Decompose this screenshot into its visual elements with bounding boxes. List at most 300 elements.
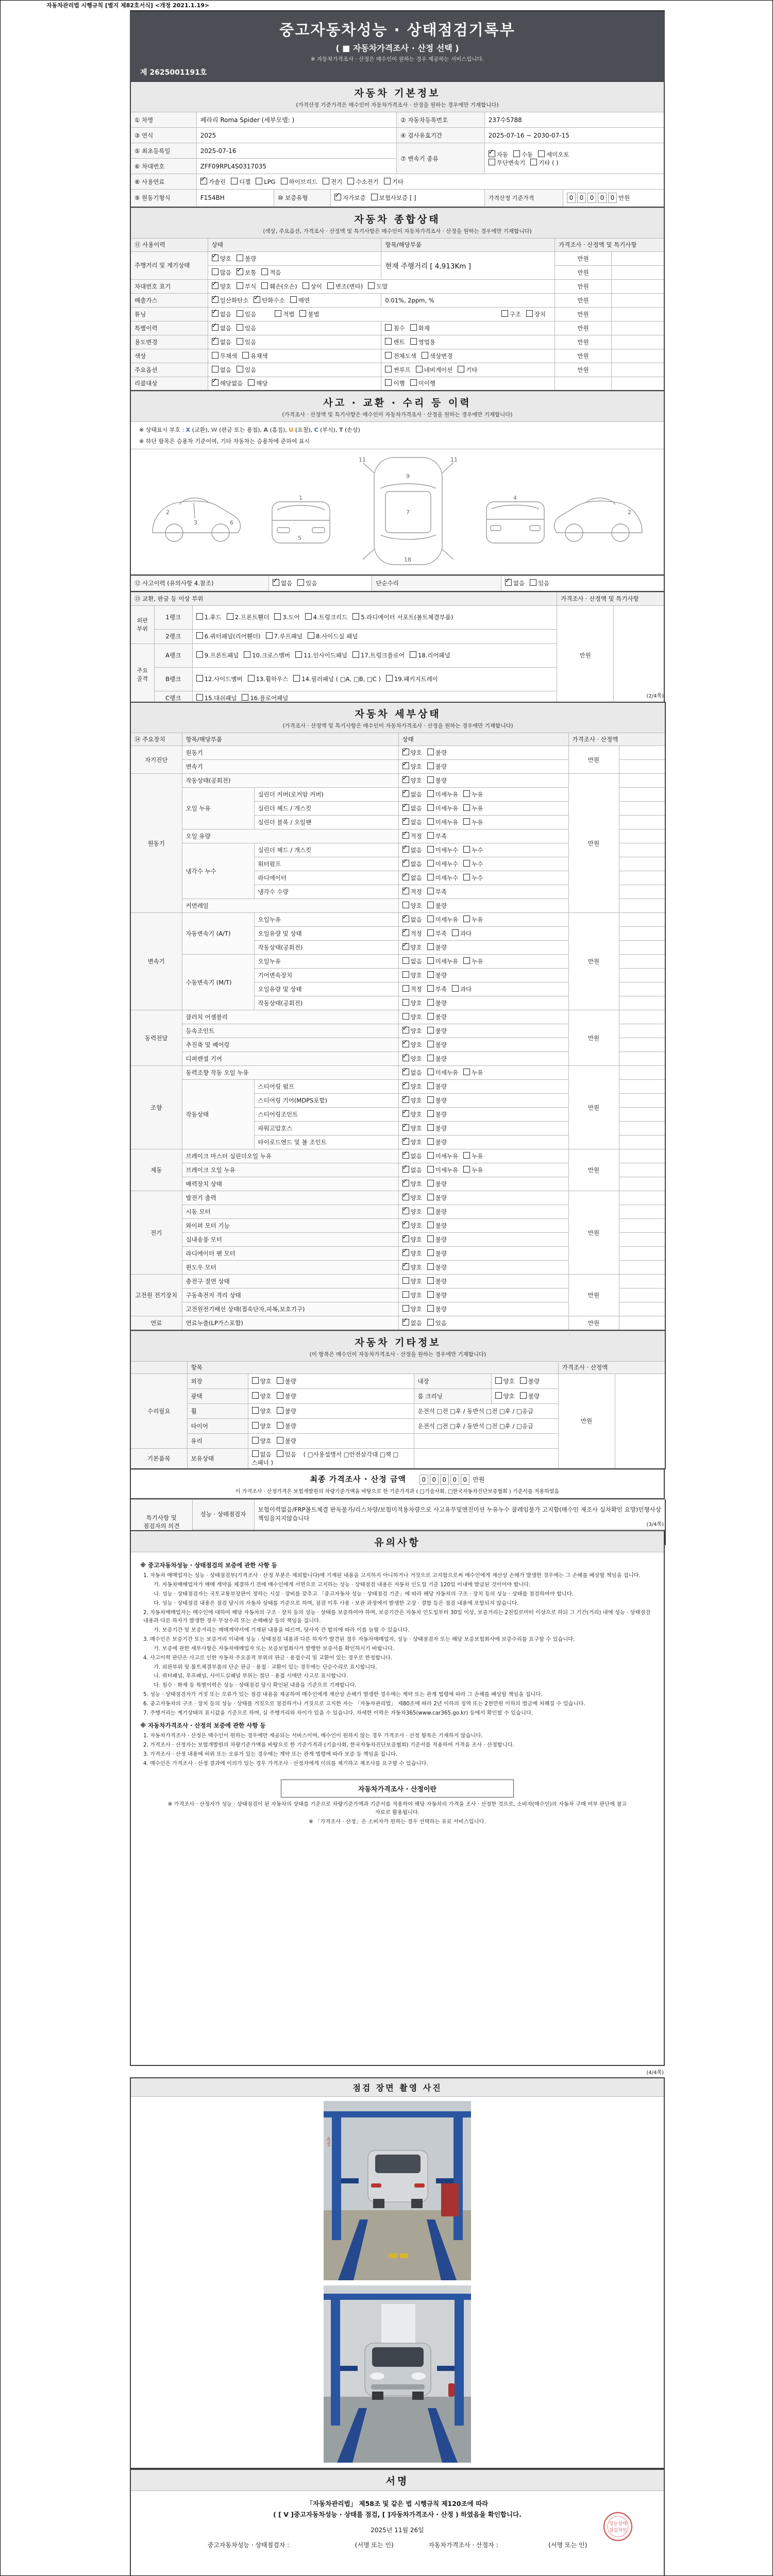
state-options [398,829,568,843]
checkbox [402,1277,409,1284]
price-appraisal-definition-box: 자동차가격조사 · 산정이란 [281,1780,514,1798]
option: 6.쿼터패널(리어휀더) [196,632,261,640]
checkbox [248,379,255,386]
inspection-period-value: 2025-07-16 ~ 2030-07-15 [484,128,664,143]
price-extra-cell [619,788,665,802]
option: 양호 [402,999,422,1007]
device-group-label: 자기진단 [130,746,182,774]
checkbox [402,1305,409,1312]
price-extra-cell [612,363,664,377]
state-options [398,802,568,816]
column-header: 가격조사 · 산정액 및 특기사항 [555,238,664,251]
accident-title: 사고 · 교환 · 수리 등 이력 [323,397,472,409]
item-label: 구동축전지 격리 상태 [182,1289,398,1302]
checkbox [212,310,219,317]
checkbox [463,874,470,880]
panel-price-extra [614,605,664,705]
option: ✓ 적정 [402,888,422,896]
checkbox [402,1138,409,1145]
detail-note: (가격조사 · 산정액 및 특기사항은 매수인이 자동차가격조사 · 산정을 원하는 경우에만 기재합니다) [282,723,513,729]
option: 불량 [427,1305,447,1313]
price-extra-cell [619,1177,665,1191]
price-extra-cell [619,1108,665,1122]
option: 적정 [402,985,422,993]
option: 13.휠하우스 [248,675,289,683]
checkbox [252,1407,259,1414]
option: 11.인사이드패널 [295,651,347,659]
option: 1.후드 [196,613,222,621]
item-options [381,363,555,377]
option: 불량 [427,1263,447,1272]
state-options [398,996,568,1010]
option: 불법 [299,310,319,318]
price-extra-cell [619,899,665,913]
panel-options [192,605,557,629]
checkbox [501,310,508,317]
etc-price: 만원 [558,1374,615,1469]
panel-rank: 1랭크 [154,605,192,629]
checkbox [463,1152,470,1159]
option: 불량 [277,1422,296,1430]
field-label: ④ 검사유효기간 [397,128,484,143]
state-options [398,1205,568,1219]
checkbox [427,1041,434,1047]
option: 불량 [520,1377,540,1385]
option: 전기 [323,178,342,186]
group-price: 만원 [568,1275,619,1316]
option: ✓ 양호 [402,1222,422,1230]
checkbox [402,1110,409,1117]
notice-line: 4. 매수인은 가격조사 · 산정 결과에 이의가 있는 경우 가격조사 · 산정자에게 이의를 제기하고 재조사를 요구할 수 있습니다. [143,1760,428,1767]
checkbox [402,971,409,978]
option: 불량 [427,776,447,785]
device-group-label: 변속기 [130,913,182,1010]
basic-info-title: 자동차 기본정보 [354,88,441,99]
option: 불량 [237,255,256,263]
state-options [398,1275,568,1289]
notice-line: 7. 주행거리는 계기상태의 표시값을 기준으로 하며, 실 주행거리와 차이가 있을 수 있습니다. 자세한 이력은 자동차365(www.car365.go.kr) 등에서 확인할 수 있습니다. [143,1710,533,1717]
inspector-stamp [602,2511,634,2543]
item-label: 작동상태(공회전) [182,774,398,788]
option: 양호 [402,1305,422,1313]
fuel-options [196,174,664,190]
option: 미세누유 [427,818,458,826]
basic-info-note: (가격산정 기준가격은 매수인이 자동차가격조사 · 산정을 원하는 경우에만 기재합니다) [296,102,499,108]
notice-line: 2. 가격조사 · 산정자는 보험개발원의 차량기준가액을 바탕으로 한 기준가격과 (기술사회, 한국자동차진단보증협회) 기준서를 적용하여 가격을 조사 · 산정합니다. [143,1742,514,1749]
field-label: ⑥ 차대번호 [130,159,196,174]
price-digit: 0 [608,193,617,203]
comprehensive-header [130,208,664,238]
option: ✓ 해당없음 [212,379,243,387]
option: 있음 [237,338,256,346]
price-extra-cell [619,1038,665,1052]
item-label: 고전원전기배선 상태(접속단자,피복,보호기구) [182,1302,398,1316]
subitem-label: 실린더 헤드 / 개스킷 [254,802,398,816]
etc-header [130,1331,665,1361]
simple-repair-options [501,576,664,591]
item-label: 냉각수 누수 [182,843,254,899]
checkbox [402,749,409,755]
state-options [398,1261,568,1275]
price-digit: 0 [577,193,586,203]
column-header: 가격조사 · 산정액 [558,1361,665,1374]
checkbox [274,613,281,620]
checkbox [385,338,392,345]
detail-row [130,1275,665,1289]
option: 구조 [501,310,521,318]
notice-line: 1. 자동차 매매업자는 성능 · 상태점검부(가격조사 · 산정 부분은 제외합니다)에 기재된 내용을 고지하지 아니하거나 거짓으로 고지함으로써 매수인에게 재산상 손해가 발생한 경우에는 그 손해를 배상할 책임을 집니다. [143,1572,641,1579]
option: ✓ 양호 [402,1249,422,1258]
damage-code: X (교환), [186,427,211,433]
item-label: 클러치 어셈블리 [182,1010,398,1024]
checkbox [261,268,268,275]
document-title: 중고자동차성능 · 상태점검기록부 [279,21,515,39]
panel-options [192,643,557,667]
price-extra-cell [619,969,665,982]
checkbox [427,1096,434,1103]
state-options [398,1052,568,1066]
state-options [398,843,568,857]
option: 수소전기 [347,178,378,186]
column-header: 상태 [398,733,568,746]
checkbox [334,194,341,200]
group-price: 만원 [568,1149,619,1191]
option: 불량 [427,1055,447,1063]
option: ✓ 없음 [402,1166,422,1174]
inspection-photo-rear [324,2101,471,2280]
option: 부족 [427,929,447,938]
checkbox [352,613,359,620]
option: 누유 [463,916,483,924]
option: 매연 [290,296,310,304]
stamp-text-1: 성능상태 [609,2521,627,2527]
field-label: ⑦ 변속기 종류 [397,143,484,174]
svg-text:9: 9 [406,473,410,480]
detail-title: 자동차 세부상태 [355,708,441,720]
option: ✓ 양호 [402,1096,422,1105]
field-label: ② 자동차등록번호 [397,112,484,128]
page-marker-4: (4/4쪽) [646,2070,664,2076]
option: 누수 [463,846,483,854]
accident-legends [130,422,664,449]
checkbox [402,1208,409,1214]
detail-row [130,1316,665,1330]
subitem-label: 실린더 커버(로커암 커버) [254,788,398,802]
detail-table [130,702,666,1331]
checkbox [252,1422,259,1429]
checkbox [402,1082,409,1089]
row-label: 배출가스 [130,293,208,307]
item-cell: 현재 주행거리 [ 4,913Km ] [381,251,555,279]
option: 누유 [463,1069,483,1077]
option: ✓ 없음 [402,916,422,924]
transmission-options [484,143,664,174]
checkbox [427,957,434,964]
etc-item-label: 외장 [187,1374,248,1388]
price-digit: 0 [461,1475,469,1485]
column-header: 항목 [187,1361,558,1374]
checkbox [410,379,417,386]
checkbox [427,874,434,880]
option: ✓ 양호 [402,1027,422,1035]
option: 부족 [427,985,447,993]
option: 적법 [275,310,294,318]
price-extra-cell [619,1094,665,1108]
checkbox [402,916,409,922]
notice-line: 2. 자동차매매업자는 매수인에 대하여 해당 자동차의 구조 · 장치 등의 성능 · 상태를 보증하여야 하며, 보증기간은 자동차 인도일부터 30일 이상, 보증거리는 2천킬로미터 이상으로 하되 그 기간(거리) 내에 성능 · 상태점검 내용과 다른 하자가 발생한 경우 무상수리 또는 손해배상 등의 책임을 집니다. [143,1609,651,1624]
option: 불량 [427,1235,447,1244]
price-extra-cell [619,816,665,829]
item-label: 커먼레일 [182,899,398,913]
checkbox [200,178,207,184]
checkbox [295,651,302,658]
checkbox [427,1194,434,1200]
accident-history-table [130,575,665,592]
checkbox [427,999,434,1006]
option: 누유 [463,804,483,812]
checkbox [293,675,300,682]
option: 불량 [520,1392,540,1400]
state-options [398,1316,568,1330]
state-options [398,1094,568,1108]
checkbox [505,579,512,586]
checkbox [277,1422,283,1429]
item-options [381,321,555,335]
checkbox [254,296,260,303]
checkbox [402,832,409,839]
final-price-note: 이 가격조사 · 산정가격은 보험개발원의 차량기준가액을 바탕으로 한 기준가격과 ( □기술사회, □한국자동차진단보증협회 ) 기준서를 적용하였음 [235,1488,560,1495]
svg-text:4: 4 [513,495,517,501]
svg-text:2: 2 [166,509,170,516]
svg-text:측정: 측정 [325,2137,330,2146]
accident-history-options [269,576,372,591]
comprehensive-table [130,208,665,392]
checkbox [212,379,219,386]
checkbox [530,579,536,586]
state-options [398,941,568,955]
option: ✓ 양호 [402,762,422,771]
checkbox [463,846,470,853]
price-extra-cell [619,843,665,857]
checkbox [242,352,249,359]
state-options [398,746,568,760]
checkbox [427,1166,434,1173]
panel-rank: B랭크 [154,667,192,691]
option: 4.트렁크리드 [305,613,348,621]
svg-text:5: 5 [298,535,301,541]
option: ✓양호 [212,255,231,263]
option: 불량 [427,999,447,1007]
state-options [398,885,568,899]
option: 불량 [427,1027,447,1035]
checkbox [237,338,243,345]
column-header: 상태 [208,238,381,251]
field-label: ⑧ 사용연료 [130,174,196,190]
state-options [208,321,381,335]
option: 이행 [385,379,405,387]
checkbox [402,790,409,797]
checkbox [427,1152,434,1159]
state-options [398,1038,568,1052]
state-options [398,788,568,802]
comprehensive-row [130,335,664,349]
inspector-opinion-text: 보험이력없음/FRP볼트체결 판독불가/리스차량/보험미적용차량으로 사고유무및엔진미션 누유누수 클레임불가 고지함(매수인 제조사 실차확인 요망)민형사상 책임을지지않습니다 [254,1499,665,1529]
checkbox [281,178,288,184]
row-label: 특별이력 [130,321,208,335]
checkbox [290,296,297,303]
option: 불량 [427,902,447,910]
item-label: 연료누출(LP가스포함) [182,1316,398,1330]
field-label: ① 차명 [130,112,196,128]
checkbox [237,310,243,317]
svg-text:6: 6 [230,519,233,526]
option: 기타 [458,366,477,374]
price-extra-cell [619,1247,665,1261]
checkbox [402,1096,409,1103]
checkbox [244,651,250,658]
price-extra-cell [619,1024,665,1038]
checkbox [402,1124,409,1131]
option: 있음 [237,366,256,374]
checkbox [256,178,262,184]
notice-line: 5. 성능 · 상태점검자가 거짓 또는 오류가 있는 점검 내용을 제공하여 매수인에게 재산상 손해가 발생한 경우에는 계약 또는 관계 법령에 따라 그 손해를 배상할 책임을 집니다. [143,1691,543,1698]
price-extra-cell [619,774,665,788]
etc-price-extra [615,1374,665,1469]
option: 많음 [212,268,231,277]
checkbox [212,352,219,359]
option: 양호 [252,1377,272,1385]
state-options [208,363,381,377]
checkbox [275,310,281,317]
price-extra-cell [619,941,665,955]
notice-line: 가. 보증기간 및 보증거리는 매매계약서에 기재된 내용을 따르며, 당사자 간 합의에 따라 이를 늘릴 수 있습니다. [154,1626,410,1633]
comprehensive-row [130,307,664,321]
option: 기타 [384,178,404,186]
checkbox [513,150,520,157]
state-options [398,1108,568,1122]
checkbox [277,1450,283,1457]
option: 있음 [530,579,549,587]
page-marker-3: (3/4쪽) [646,1522,664,1528]
checkbox [196,675,203,682]
checkbox [402,846,409,853]
base-price-label: 가격산정 기준가격 [484,190,563,207]
item-label: 발전기 출력 [182,1191,398,1205]
option: ✓ 일산화탄소 [212,296,249,304]
checkbox [237,282,243,289]
subitem-label: 실린더 블록 / 오일팬 [254,816,398,829]
price-digit: 0 [450,1475,459,1485]
price-extra-cell [619,760,665,774]
etc-options [248,1433,414,1448]
price-cell: 만원 [555,265,612,279]
option: 기타 ( ) [530,159,559,167]
notice-section-heading: ※ 자동차가격조사 · 산정의 보증에 관한 사항 등 [140,1722,266,1730]
block-1 [130,10,665,706]
option: 없음 [402,957,422,965]
option: 불량 [277,1392,296,1400]
checkbox [196,632,203,639]
option: 있음 [277,1450,296,1459]
option: 9.프론트패널 [196,651,239,659]
checkbox [402,762,409,769]
price-extra-cell [619,1066,665,1080]
checkbox [427,1082,434,1089]
checkbox [227,613,233,620]
option: 적음 [261,268,281,277]
option: ✓ 없음 [212,324,231,332]
option: ✓ 양호 [402,1208,422,1216]
row-label: 색상 [130,349,208,363]
state-options [208,307,554,321]
option: ✓ 없음 [212,310,231,318]
field-label: ⑩ 보증유형 [274,190,331,207]
subitem-label: 파워고압호스 [254,1122,398,1136]
price-extra-cell [612,377,664,391]
checkbox [427,902,434,908]
checkbox [212,282,219,289]
checkbox [427,1291,434,1298]
etc-options [491,1388,558,1403]
checkbox [463,1166,470,1173]
option: 없음 [212,366,231,374]
option: 누유 [463,1166,483,1174]
comprehensive-row [130,251,664,265]
state-options [398,1302,568,1316]
checkbox [252,1450,259,1457]
group-price: 만원 [568,913,619,1010]
item-label: 원동기 [182,746,398,760]
option: 양호 [402,1277,422,1285]
option: 불량 [427,1277,447,1285]
panel-category: 주요 골격 [130,643,154,705]
comprehensive-row [130,321,664,335]
checkbox [526,310,533,317]
state-options [398,1247,568,1261]
state-options [398,1163,568,1177]
option: 있음 [237,310,256,318]
item-label: 작동상태 [182,1080,254,1149]
price-extra-cell [619,927,665,941]
notice-line: 3. 매수인은 보증기간 또는 보증거리 이내에 성능 · 상태점검 내용과 다른 하자가 발견된 경우 자동차매매업자, 성능 · 상태점검자 또는 해당 보증보험회사에 보증수리를 요구할 수 있습니다. [143,1636,575,1642]
title-band [130,10,665,81]
photos-header [131,2078,664,2097]
notice-line: 3. 가격조사 · 산정 내용에 허위 또는 오류가 있는 경우에는 계약 또는 관계 법령에 따라 보증 등 책임을 집니다. [143,1751,398,1758]
option: 미세누유 [427,790,458,799]
svg-text:7: 7 [406,509,410,516]
option: ✓ 탄화수소 [254,296,284,304]
checkbox [427,749,434,755]
state-options [398,1149,568,1163]
state-options [398,1191,568,1205]
panel-rank: A랭크 [154,643,192,667]
checkbox [427,1222,434,1228]
inspector-signature-suffix: (서명 또는 인) [355,2541,394,2549]
checkbox [231,178,238,184]
row-label: 차대번호 표기 [130,279,208,293]
column-header: ⑪ 사용이력 [130,238,208,251]
car-name-value: 페라리 Roma Spider (세부모델: ) [196,112,397,128]
price-extra-cell [619,885,665,899]
etc-row [130,1374,665,1388]
price-digit: 0 [430,1475,439,1485]
option: ✓ 양호 [402,943,422,952]
option: ✓ 없음 [402,790,422,799]
item-label: 윈도우 모터 [182,1261,398,1275]
option: 불량 [277,1437,296,1445]
checkbox [212,338,219,345]
final-price-digits [419,1476,471,1483]
